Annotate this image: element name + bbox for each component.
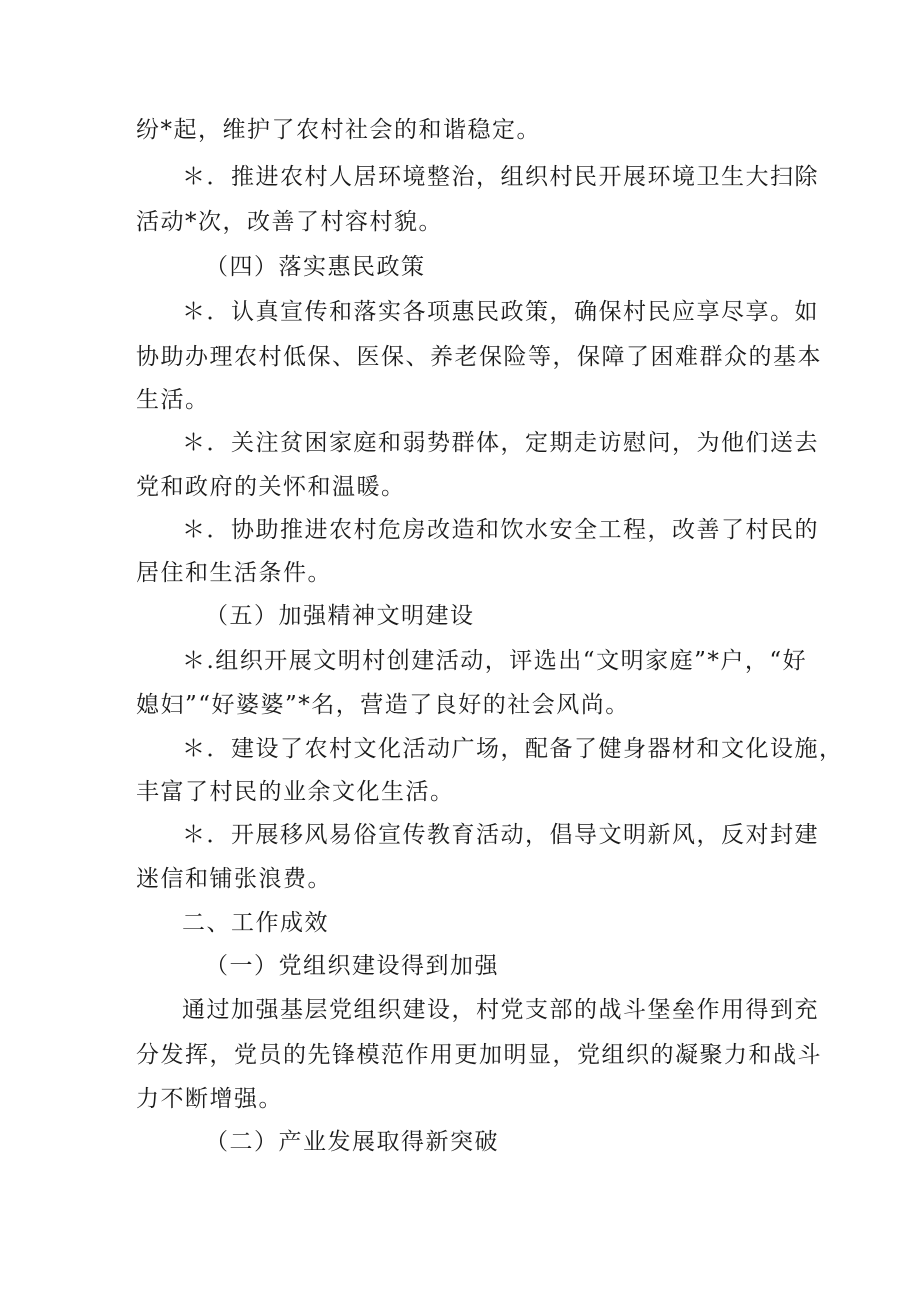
paragraph-line: ＊．关注贫困家庭和弱势群体，定期走访慰问，为他们送去 [182,430,819,456]
paragraph-line: 纷*起，维护了农村社会的和谐稳定。 [136,117,541,143]
paragraph-line: 活动*次，改善了村容村貌。 [136,209,443,235]
paragraph-line: 丰富了村民的业余文化生活。 [136,779,455,805]
section-heading: （五）加强精神文明建设 [205,603,475,629]
paragraph-line: 迷信和铺张浪费。 [136,866,332,892]
paragraph-line: 党和政府的关怀和温暖。 [136,474,406,500]
paragraph-line: ＊.组织开展文明村创建活动，评选出“文明家庭”*户，“好 [182,648,808,674]
paragraph-line: ＊．开展移风易俗宣传教育活动，倡导文明新风，反对封建 [182,822,819,848]
section-heading: （一）党组织建设得到加强 [205,953,499,979]
chapter-heading: 二、工作成效 [182,910,329,936]
section-heading: （四）落实惠民政策 [205,254,426,280]
section-heading: （二）产业发展取得新突破 [205,1129,499,1155]
paragraph-line: 媳妇”“好婆婆”*名，营造了良好的社会风尚。 [136,692,630,718]
paragraph-line: 通过加强基层党组织建设，村党支部的战斗堡垒作用得到充 [182,997,819,1023]
paragraph-line: 居住和生活条件。 [136,560,332,586]
paragraph-line: ＊．协助推进农村危房改造和饮水安全工程，改善了村民的 [182,517,819,543]
paragraph-line: ＊．认真宣传和落实各项惠民政策，确保村民应享尽享。如 [182,299,819,325]
paragraph-line: 生活。 [136,387,210,413]
paragraph-line: 协助办理农村低保、医保、养老保险等，保障了困难群众的基本 [136,344,822,370]
paragraph-line: 分发挥，党员的先锋模范作用更加明显，党组织的凝聚力和战斗 [136,1042,822,1068]
paragraph-line: ＊．建设了农村文化活动广场，配备了健身器材和文化设施， [182,736,844,762]
paragraph-line: 力不断增强。 [136,1086,283,1112]
paragraph-line: ＊．推进农村人居环境整治，组织村民开展环境卫生大扫除 [182,164,819,190]
